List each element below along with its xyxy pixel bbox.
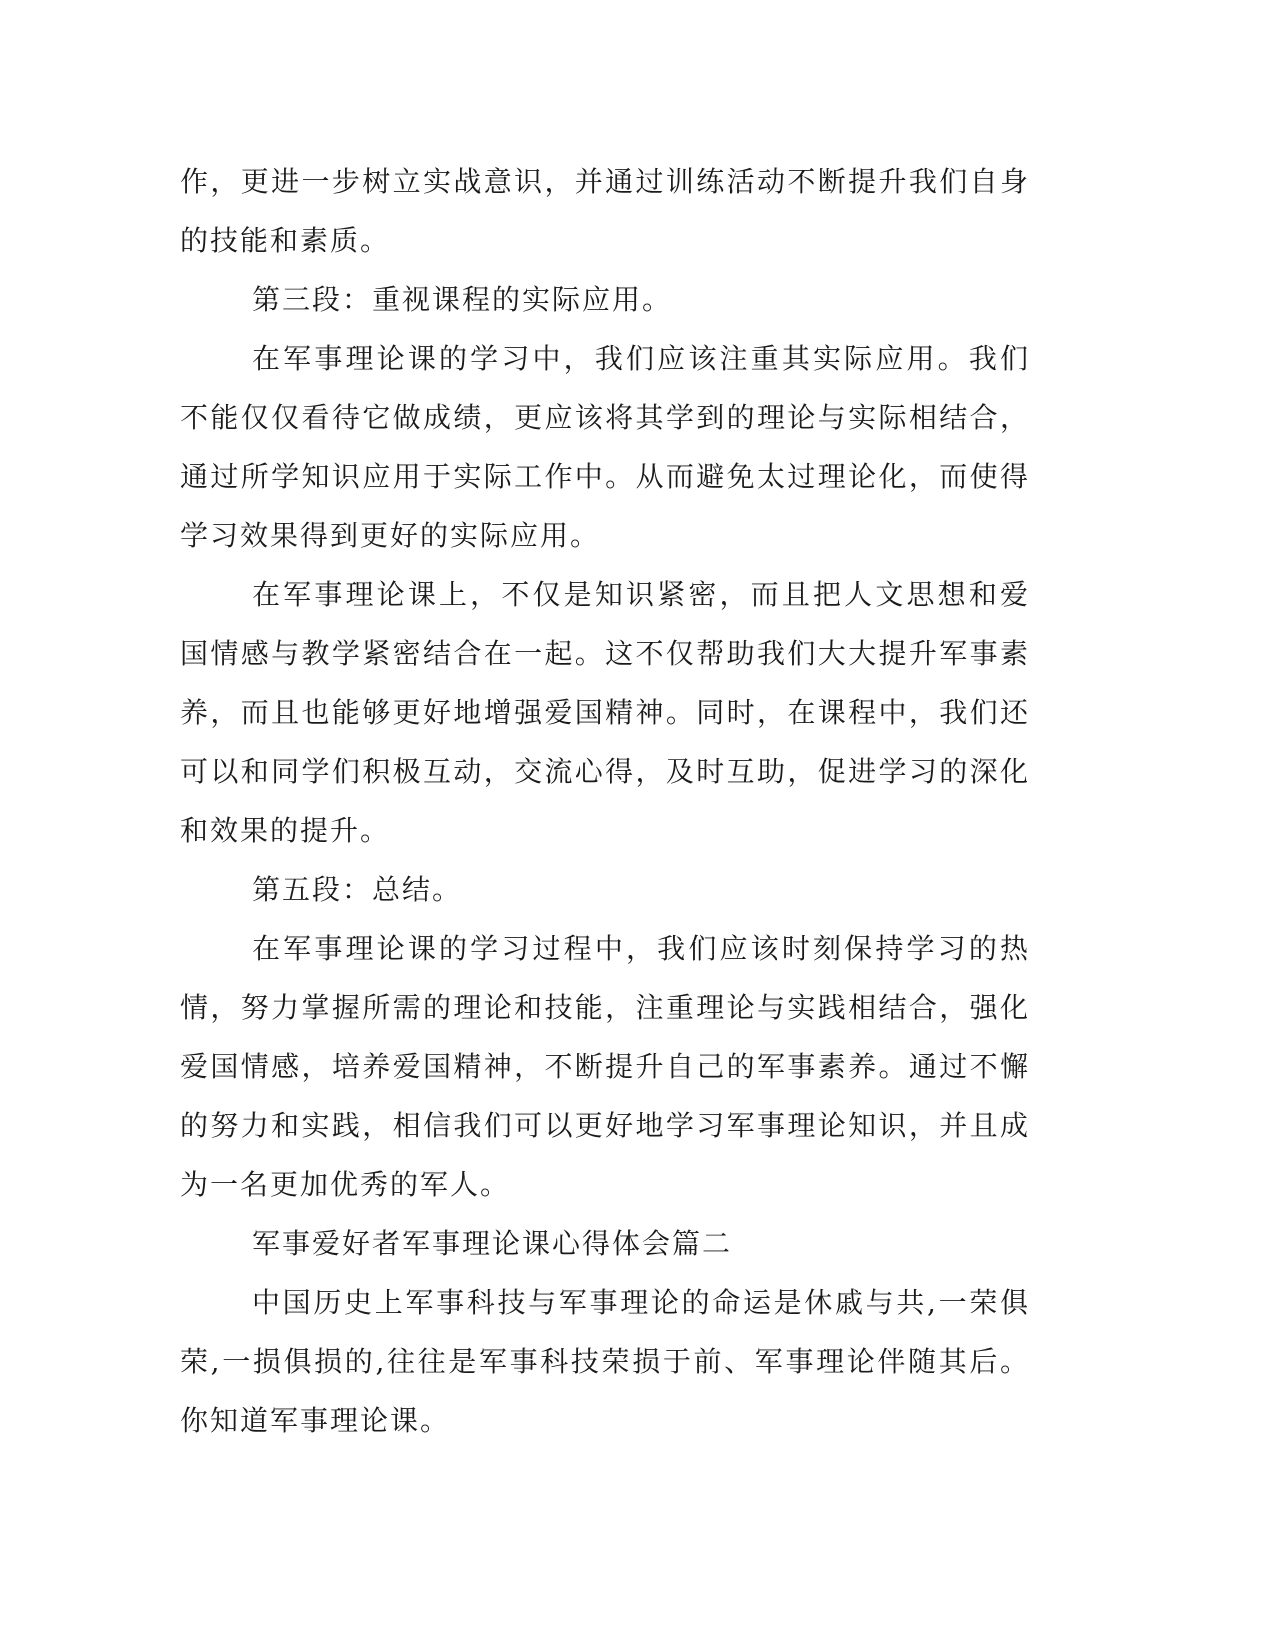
paragraph-history: 中国历史上军事科技与军事理论的命运是休戚与共,一荣俱荣,一损俱损的,往往是军事科技荣损于前、军事理论伴随其后。你知道军事理论课。 bbox=[180, 1286, 1030, 1437]
section-heading-third: 第三段：重视课程的实际应用。 bbox=[252, 283, 673, 316]
paragraph-patriotism: 在军事理论课上，不仅是知识紧密，而且把人文思想和爱国情感与教学紧密结合在一起。这不仅帮助我们大大提升军事素养，而且也能够更好地增强爱国精神。同时，在课程中，我们还可以和同学们积极互动，交流心得，及时互助，促进学习的深化和效果的提升。 bbox=[180, 578, 1030, 847]
document-page bbox=[180, 152, 1030, 1450]
article-title-part-two: 军事爱好者军事理论课心得体会篇二 bbox=[252, 1227, 733, 1260]
section-heading-fifth: 第五段：总结。 bbox=[252, 873, 463, 906]
paragraph-application: 在军事理论课的学习中，我们应该注重其实际应用。我们不能仅仅看待它做成绩，更应该将其学到的理论与实际相结合，通过所学知识应用于实际工作中。从而避免太过理论化，而使得学习效果得到更好的实际应用。 bbox=[180, 342, 1030, 552]
paragraph-summary: 在军事理论课的学习过程中，我们应该时刻保持学习的热情，努力掌握所需的理论和技能，注重理论与实践相结合，强化爱国情感，培养爱国精神，不断提升自己的军事素养。通过不懈的努力和实践，相信我们可以更好地学习军事理论知识，并且成为一名更加优秀的军人。 bbox=[180, 932, 1030, 1201]
paragraph-continuation: 作，更进一步树立实战意识，并通过训练活动不断提升我们自身的技能和素质。 bbox=[180, 165, 1030, 257]
